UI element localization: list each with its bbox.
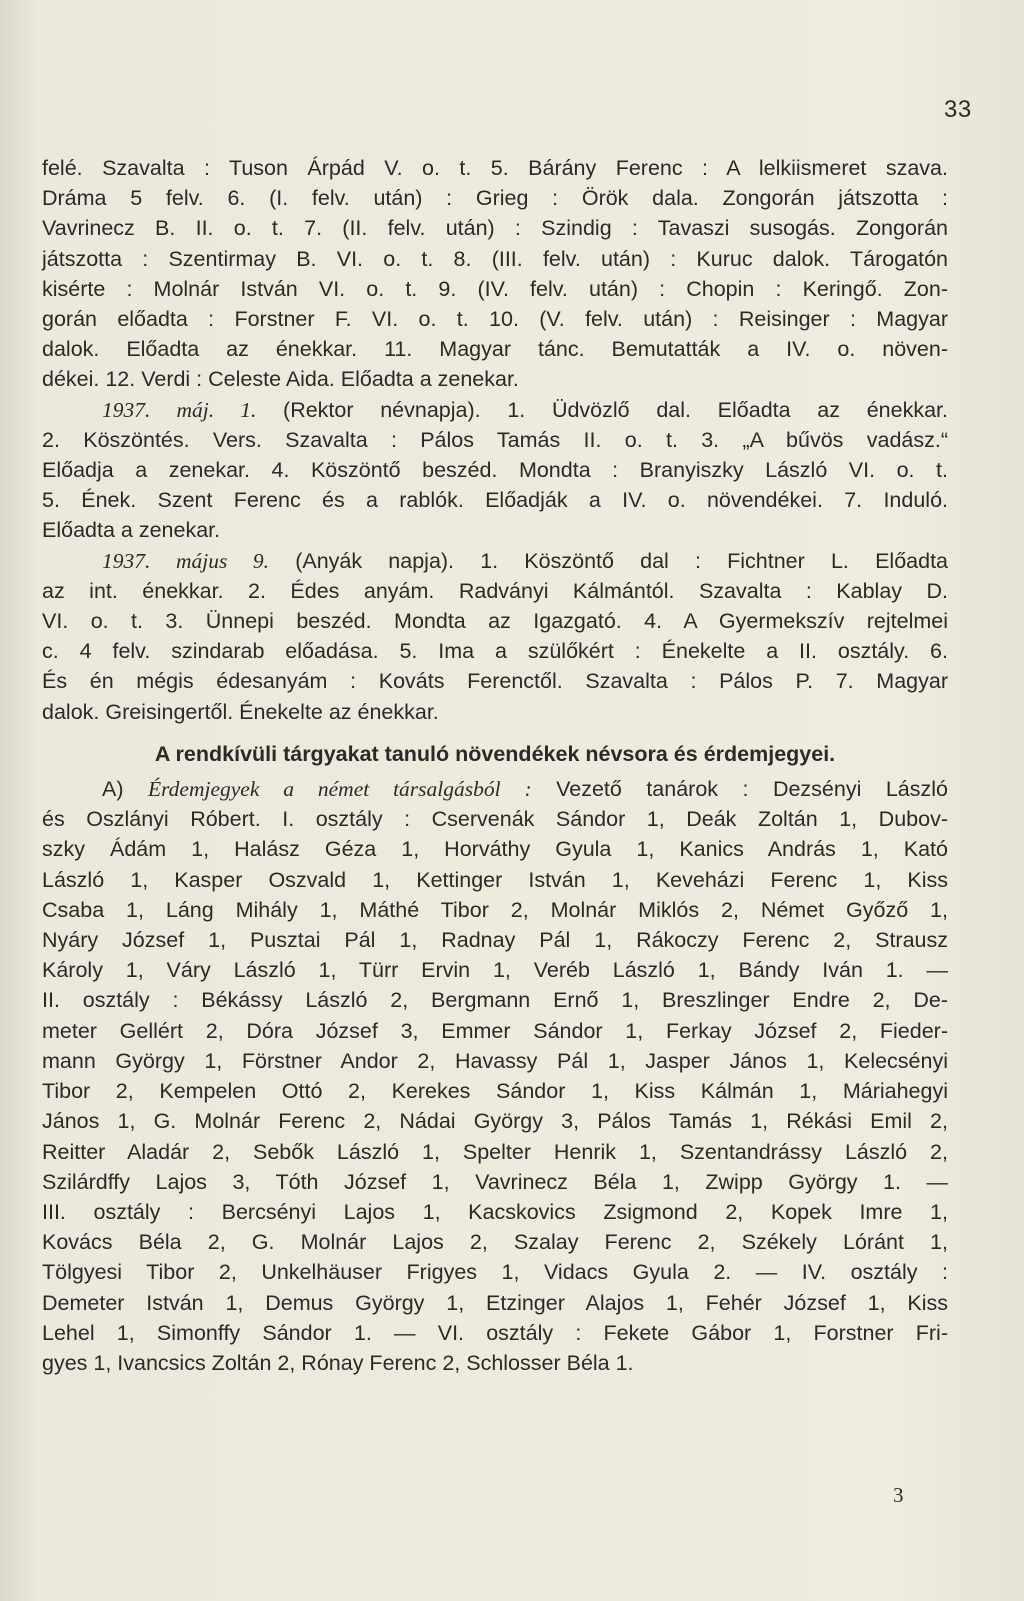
- text-line: László 1, Kasper Oszvald 1, Kettinger István 1, Keveházi Ferenc 1, Kiss: [42, 867, 948, 892]
- subtitle-italic: Érdemjegyek a német társalgásból :: [147, 777, 532, 802]
- text-line: felé. Szavalta : Tuson Árpád V. o. t. 5. Bárány Ferenc : A lelkiismeret szava.: [42, 156, 948, 180]
- text-line: Károly 1, Váry László 1, Türr Ervin 1, Veréb László 1, Bándy Iván 1. —: [42, 958, 948, 983]
- text-line: János 1, G. Molnár Ferenc 2, Nádai György 3, Pálos Tamás 1, Rékási Emil 2,: [42, 1109, 948, 1134]
- page-number: 33: [944, 96, 972, 123]
- text-line: Reitter Aladár 2, Sebők László 1, Spelter Henrik 1, Szentandrássy László 2,: [42, 1139, 948, 1164]
- section-heading: A rendkívüli tárgyakat tanuló növendékek névsora és érdemjegyei.: [154, 741, 836, 766]
- event-text: (Rektor névnapja). 1. Üdvözlő dal. Előadta az énekkar.: [256, 397, 948, 422]
- text-line: VI. o. t. 3. Ünnepi beszéd. Mondta az Igazgató. 4. A Gyermekszív rejtelmei: [42, 609, 948, 634]
- text-line: Demeter István 1, Demus György 1, Etzinger Alajos 1, Fehér József 1, Kiss: [42, 1290, 948, 1315]
- text-line: Nyáry József 1, Pusztai Pál 1, Radnay Pál 1, Rákoczy Ferenc 2, Strausz: [42, 928, 948, 953]
- text-line: és Oszlányi Róbert. I. osztály : Cservenák Sándor 1, Deák Zoltán 1, Dubov-: [42, 807, 948, 832]
- text-line: gyes 1, Ivancsics Zoltán 2, Rónay Ferenc 2, Schlosser Béla 1.: [42, 1350, 634, 1375]
- event-text: (Anyák napja). 1. Köszöntő dal : Fichtner L. Előadta: [269, 548, 949, 573]
- text-line: Vavrinecz B. II. o. t. 7. (II. felv. után) : Szindig : Tavaszi susogás. Zongorán: [42, 216, 948, 241]
- program-paragraph: [42, 153, 948, 395]
- event-date: 1937. máj. 1.: [102, 397, 257, 422]
- text-line: meter Gellért 2, Dóra József 3, Emmer Sándor 1, Ferkay József 2, Fieder-: [42, 1018, 948, 1043]
- event-date: 1937. május 9.: [102, 548, 270, 573]
- text-line: Dráma 5 felv. 6. (I. felv. után) : Grieg : Örök dala. Zongorán játszotta :: [42, 186, 948, 211]
- text-line: dalok. Előadta az énekkar. 11. Magyar tánc. Bemutatták a IV. o. növen-: [42, 337, 948, 362]
- text-line: dalok. Greisingertől. Énekelte az énekkar.: [42, 699, 439, 724]
- grades-paragraph: [42, 774, 948, 1378]
- text-line: dékei. 12. Verdi : Celeste Aida. Előadta a zenekar.: [42, 367, 519, 392]
- text-line: [42, 546, 948, 576]
- signature-mark: 3: [893, 1483, 904, 1507]
- text-line: Tölgyesi Tibor 2, Unkelhäuser Frigyes 1, Vidacs Gyula 2. — IV. osztály :: [42, 1260, 948, 1285]
- event-paragraph-rektor-nevnapja: [42, 395, 948, 546]
- text-line: Szilárdffy Lajos 3, Tóth József 1, Vavrinecz Béla 1, Zwipp György 1. —: [42, 1169, 948, 1194]
- text-line: Kovács Béla 2, G. Molnár Lajos 2, Szalay Ferenc 2, Székely Lóránt 1,: [42, 1230, 948, 1255]
- text-line: szky Ádám 1, Halász Géza 1, Horváthy Gyula 1, Kanics András 1, Kató: [42, 837, 948, 862]
- page-body: [42, 153, 948, 1378]
- text-line: 2. Köszöntés. Vers. Szavalta : Pálos Tamás II. o. t. 3. „A bűvös vadász.“: [42, 427, 948, 452]
- text-line: Tibor 2, Kempelen Ottó 2, Kerekes Sándor 1, Kiss Kálmán 1, Máriahegyi: [42, 1079, 948, 1104]
- text-line: Előadja a zenekar. 4. Köszöntő beszéd. Mondta : Branyiszky László VI. o. t.: [42, 458, 948, 483]
- text-line: gorán előadta : Forstner F. VI. o. t. 10. (V. felv. után) : Reisinger : Magyar: [42, 307, 948, 332]
- text-line: II. osztály : Békássy László 2, Bergmann Ernő 1, Breszlinger Endre 2, De-: [42, 988, 948, 1013]
- text-line: Előadta a zenekar.: [42, 518, 221, 543]
- text-line: c. 4 felv. szindarab előadása. 5. Ima a szülőkért : Énekelte a II. osztály. 6.: [42, 639, 948, 664]
- text-line: III. osztály : Bercsényi Lajos 1, Kacskovics Zsigmond 2, Kopek Imre 1,: [42, 1199, 948, 1224]
- text-line: És én mégis édesanyám : Kováts Ferenctől. Szavalta : Pálos P. 7. Magyar: [42, 669, 948, 694]
- text-line: kisérte : Molnár István VI. o. t. 9. (IV. felv. után) : Chopin : Keringő. Zon-: [42, 276, 948, 301]
- subtitle-rest: Vezető tanárok : Dezsényi László: [531, 777, 948, 802]
- text-line: játszotta : Szentirmay B. VI. o. t. 8. (III. felv. után) : Kuruc dalok. Tárogatón: [42, 246, 948, 271]
- text-line: [42, 395, 948, 425]
- text-line: az int. énekkar. 2. Édes anyám. Radványi Kálmántól. Szavalta : Kablay D.: [42, 578, 948, 603]
- subtitle-prefix: A): [102, 777, 148, 802]
- event-paragraph-anyak-napja: [42, 546, 948, 727]
- text-line: Csaba 1, Láng Mihály 1, Máthé Tibor 2, Molnár Miklós 2, Német Győző 1,: [42, 897, 948, 922]
- text-line: Lehel 1, Simonffy Sándor 1. — VI. osztály : Fekete Gábor 1, Forstner Fri-: [42, 1320, 948, 1345]
- text-line: [42, 774, 948, 804]
- text-line: mann György 1, Förstner Andor 2, Havassy Pál 1, Jasper János 1, Kelecsényi: [42, 1048, 948, 1073]
- text-line: 5. Ének. Szent Ferenc és a rablók. Előadják a IV. o. növendékei. 7. Induló.: [42, 488, 948, 513]
